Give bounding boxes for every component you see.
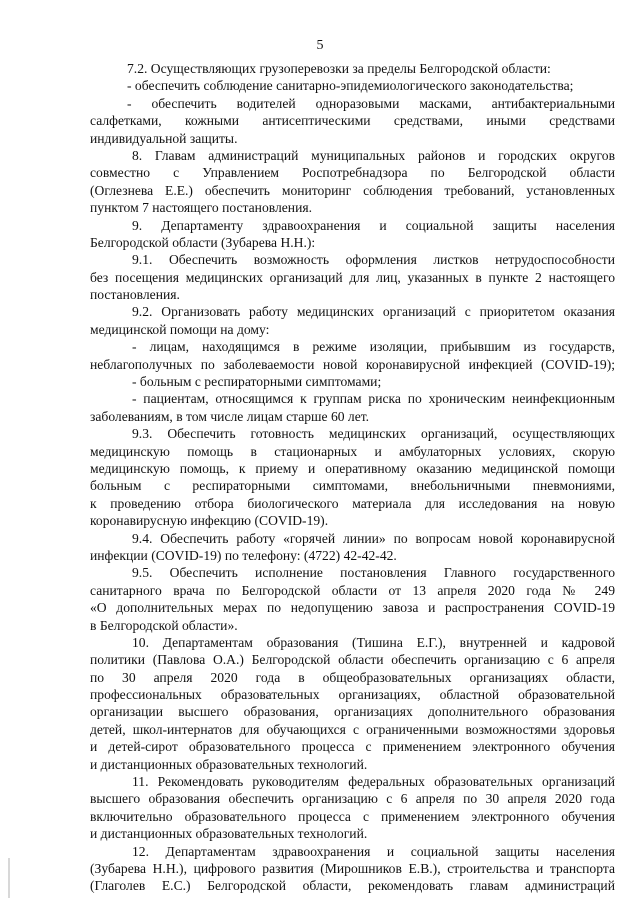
text-line: (Оглезнева Е.Е.) обеспечить мониторинг соблюдения требований, установленных [90, 182, 615, 198]
text-line: медицинскую помощь в стационарных и амбулаторных условиях, скорую [90, 443, 615, 459]
text-line: - лицам, находящимся в режиме изоляции, прибывшим из государств, [132, 339, 615, 355]
page-number: 5 [316, 38, 324, 53]
text-line: 9.3. Обеспечить готовность медицинских организаций, осуществляющих [132, 426, 615, 442]
text-line: (Глаголев Е.С.) Белгородской области, рекомендовать главам администраций [90, 878, 615, 894]
text-line: - пациентам, относящимся к группам риска по хроническим неинфекционным [132, 391, 615, 407]
text-line: и дистанционных образовательных технологий. [90, 756, 368, 772]
text-line: и дистанционных образовательных технологий. [90, 826, 368, 842]
text-line: салфетками, кожными антисептическими средствами, иными средствами [90, 113, 615, 129]
text-line: по 30 апреля 2020 года в общеобразовательных организациях области, [90, 669, 615, 685]
text-line: медицинской помощи на дому: [90, 321, 270, 337]
text-line: - больным с респираторными симптомами; [132, 374, 382, 390]
text-line: 9.1. Обеспечить возможность оформления листков нетрудоспособности [132, 252, 615, 268]
text-line: неблагополучных по заболеваемости новой коронавирусной инфекцией (COVID-19); [90, 356, 615, 372]
text-line: совместно с Управлением Роспотребнадзора по Белгородской области [90, 165, 615, 181]
text-line: 9.4. Обеспечить работу «горячей линии» по вопросам новой коронавирусной [132, 530, 615, 546]
text-line: инфекции (COVID-19) по телефону: (4722) 42-42-42. [90, 547, 397, 563]
text-line: к проведению отбора биологического материала для исследования на новую [90, 495, 615, 511]
text-line: организации высшего образования, организациях дополнительного образования [90, 704, 615, 720]
text-line: включительно образовательного процесса с применением электронного обучения [90, 808, 615, 824]
text-line: - обеспечить водителей одноразовыми масками, антибактериальными [127, 95, 615, 111]
text-line: и детей-сирот образовательного процесса с применением электронного обучения [90, 739, 615, 755]
text-line: профессиональных образовательных организациях, областной образовательной [90, 687, 615, 703]
text-line: в Белгородской области». [90, 617, 238, 633]
text-line: коронавирусную инфекцию (COVID-19). [90, 513, 329, 529]
text-line: индивидуальной защиты. [90, 130, 238, 146]
text-line: 11. Рекомендовать руководителям федеральных образовательных организаций [132, 774, 615, 790]
text-line: «О дополнительных мерах по недопущению завоза и распространения COVID-19 [90, 600, 615, 616]
text-line: Белгородской области (Зубарева Н.Н.): [90, 234, 316, 250]
text-line: постановления. [90, 287, 180, 303]
text-line: без посещения медицинских организаций для лиц, указанных в пункте 2 настоящего [90, 269, 615, 285]
text-line: 10. Департаментам образования (Тишина Е.Г.), внутренней и кадровой [132, 634, 615, 650]
document-body [90, 60, 615, 895]
text-line: больным с респираторными симптомами, внебольничными пневмониями, [90, 478, 615, 494]
text-line: (Зубарева Н.Н.), цифрового развития (Мирошников Е.В.), строительства и транспорта [90, 860, 615, 876]
text-line: 9. Департаменту здравоохранения и социальной защиты населения [132, 217, 615, 233]
text-line: санитарного врача по Белгородской области от 13 апреля 2020 года № 249 [90, 582, 615, 598]
text-line: медицинскую помощь, к приему и оперативному оказанию медицинской помощи [90, 460, 615, 476]
text-line: политики (Павлова О.А.) Белгородской области обеспечить организацию с 6 апреля [90, 652, 615, 668]
text-line: 9.2. Организовать работу медицинских организаций с приоритетом оказания [132, 304, 615, 320]
scan-edge-mark [8, 858, 10, 898]
text-line: 7.2. Осуществляющих грузоперевозки за пределы Белгородской области: [127, 61, 551, 76]
text-line: пунктом 7 настоящего постановления. [90, 200, 313, 216]
text-line: высшего образования обеспечить организацию с 6 апреля по 30 апреля 2020 года [90, 791, 615, 807]
text-line: заболеваниям, в том числе лицам старше 60 лет. [90, 408, 370, 424]
text-line: 9.5. Обеспечить исполнение постановления Главного государственного [132, 565, 615, 581]
text-line: детей, школ-интернатов для обучающихся с ограниченными возможностями здоровья [90, 721, 615, 737]
text-line: 8. Главам администраций муниципальных районов и городских округов [132, 147, 615, 163]
text-line: - обеспечить соблюдение санитарно-эпидемиологического законодательства; [127, 78, 574, 94]
text-line: 12. Департаментам здравоохранения и социальной защиты населения [132, 843, 615, 859]
